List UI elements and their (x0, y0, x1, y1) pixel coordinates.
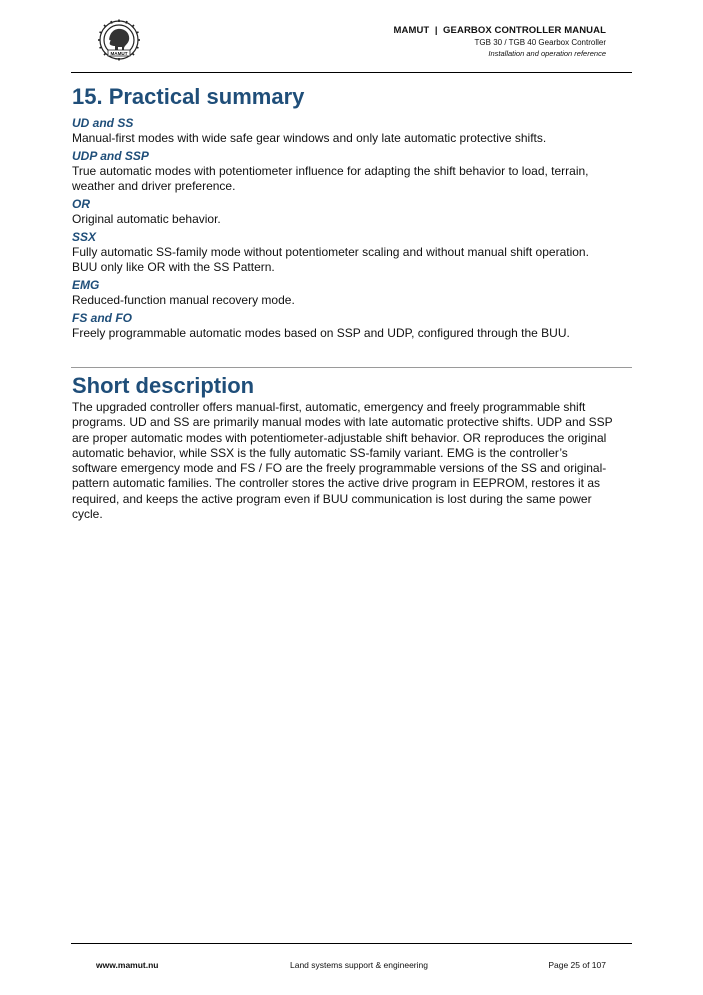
description-line: software emergency mode and FS / FO are the freely programmable versions of the SS and original- (72, 461, 607, 476)
page-number: Page 25 of 107 (548, 960, 606, 970)
description-line: required, and keeps the active program even if BUU communication is lost during the same power (72, 491, 592, 506)
manual-reference: Installation and operation reference (488, 49, 606, 58)
summary-term: EMG (72, 278, 100, 292)
summary-item (72, 311, 633, 341)
summary-item (72, 149, 633, 194)
summary-term: FS and FO (72, 311, 132, 325)
section-heading-practical-summary: 15. Practical summary (72, 84, 305, 109)
document-header (393, 25, 606, 59)
summary-item (72, 197, 633, 227)
svg-text:MAMUT: MAMUT (110, 51, 128, 56)
summary-definition: Reduced-function manual recovery mode. (72, 293, 295, 307)
description-line: programs. UD and SS are primarily manual modes with late automatic protective shifts. UDP and SSP (72, 415, 613, 430)
description-line: cycle. (72, 507, 103, 522)
footer-divider (71, 943, 632, 944)
summary-definition: Fully automatic SS-family mode without potentiometer scaling and without manual shift operation. (72, 245, 589, 259)
summary-term: UDP and SSP (72, 149, 149, 163)
description-line: are proper automatic modes with potentiometer-adjustable shift behavior. OR reproduces the original (72, 430, 607, 445)
summary-definition: True automatic modes with potentiometer influence for adapting the shift behavior to load, terrain, (72, 164, 589, 178)
manual-subtitle: TGB 30 / TGB 40 Gearbox Controller (474, 38, 606, 47)
mamut-logo (95, 18, 143, 62)
header-divider (71, 72, 632, 73)
short-description-section (72, 372, 633, 522)
summary-term: UD and SS (72, 116, 134, 130)
footer-website-link[interactable]: www.mamut.nu (96, 960, 159, 970)
manual-title: MAMUT | GEARBOX CONTROLLER MANUAL (393, 25, 606, 36)
summary-item (72, 116, 633, 146)
summary-item (72, 278, 633, 308)
description-line: The upgraded controller offers manual-first, automatic, emergency and freely programmable shift (72, 400, 586, 414)
description-line: automatic behavior, while SSX is the fully automatic SS-family variant. EMG is the controller’s (72, 445, 568, 460)
section-divider (71, 367, 632, 368)
summary-definition: Freely programmable automatic modes based on SSP and UDP, configured through the BUU. (72, 326, 570, 340)
summary-definition: Manual-first modes with wide safe gear windows and only late automatic protective shifts. (72, 131, 547, 145)
page-content (72, 83, 633, 341)
summary-term: SSX (72, 230, 97, 244)
description-line: pattern automatic families. The controller stores the active drive program in EEPROM, restores it as (72, 476, 600, 491)
summary-item (72, 230, 633, 275)
summary-definition: weather and driver preference. (72, 179, 236, 193)
summary-definition: BUU only like OR with the SS Pattern. (72, 260, 275, 274)
summary-definition: Original automatic behavior. (72, 212, 221, 226)
summary-term: OR (72, 197, 90, 211)
section-heading-short-description: Short description (72, 373, 255, 398)
footer-tagline: Land systems support & engineering (290, 960, 428, 970)
